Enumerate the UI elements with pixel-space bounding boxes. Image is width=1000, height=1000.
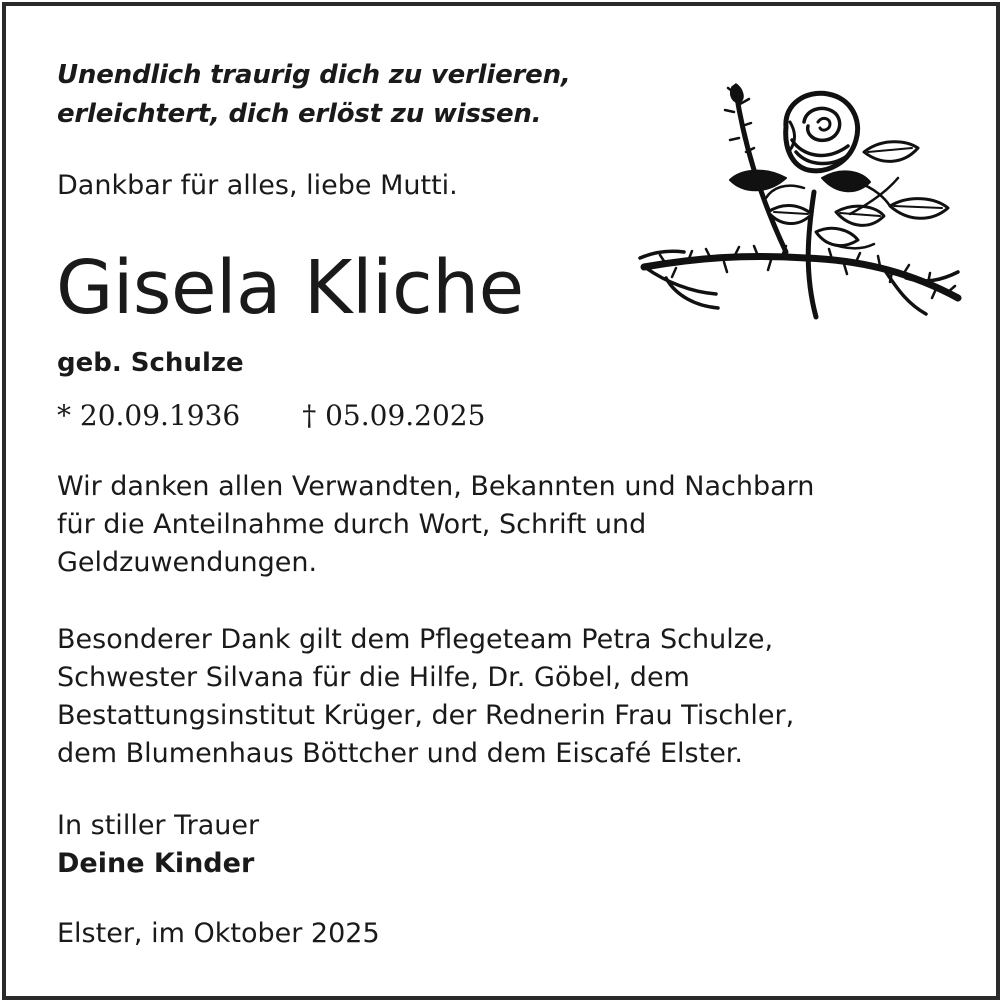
life-dates — [57, 394, 485, 438]
motto-line-1: Unendlich traurig dich zu verlieren, — [57, 60, 571, 90]
death-date: † 05.09.2025 — [302, 399, 486, 432]
special-thanks-line-3: Bestattungsinstitut Krüger, der Rednerin Frau Tischler, — [57, 700, 795, 731]
maiden-name: geb. Schulze — [57, 348, 244, 378]
thanks-line-2: für die Anteilnahme durch Wort, Schrift und — [57, 509, 647, 540]
place-and-date: Elster, im Oktober 2025 — [57, 918, 380, 949]
closing-line: In stiller Trauer — [57, 810, 260, 841]
thanks-paragraph — [57, 468, 814, 582]
closing — [57, 807, 259, 883]
special-thanks-line-2: Schwester Silvana für die Hilfe, Dr. Göbel, dem — [57, 662, 690, 693]
thanks-line-3: Geldzuwendungen. — [57, 547, 318, 578]
deceased-name: Gisela Kliche — [56, 245, 524, 331]
special-thanks-paragraph — [57, 621, 794, 773]
signature: Deine Kinder — [57, 848, 255, 879]
motto-line-2: erleichtert, dich erlöst zu wissen. — [57, 99, 542, 129]
birth-date: * 20.09.1936 — [57, 399, 241, 432]
thanks-line-1: Wir danken allen Verwandten, Bekannten und Nachbarn — [57, 471, 815, 502]
motto — [57, 56, 571, 134]
dedication: Dankbar für alles, liebe Mutti. — [57, 170, 458, 201]
special-thanks-line-1: Besonderer Dank gilt dem Pflegeteam Petra Schulze, — [57, 624, 774, 655]
rose-icon — [636, 82, 966, 327]
special-thanks-line-4: dem Blumenhaus Böttcher und dem Eiscafé Elster. — [57, 738, 744, 769]
